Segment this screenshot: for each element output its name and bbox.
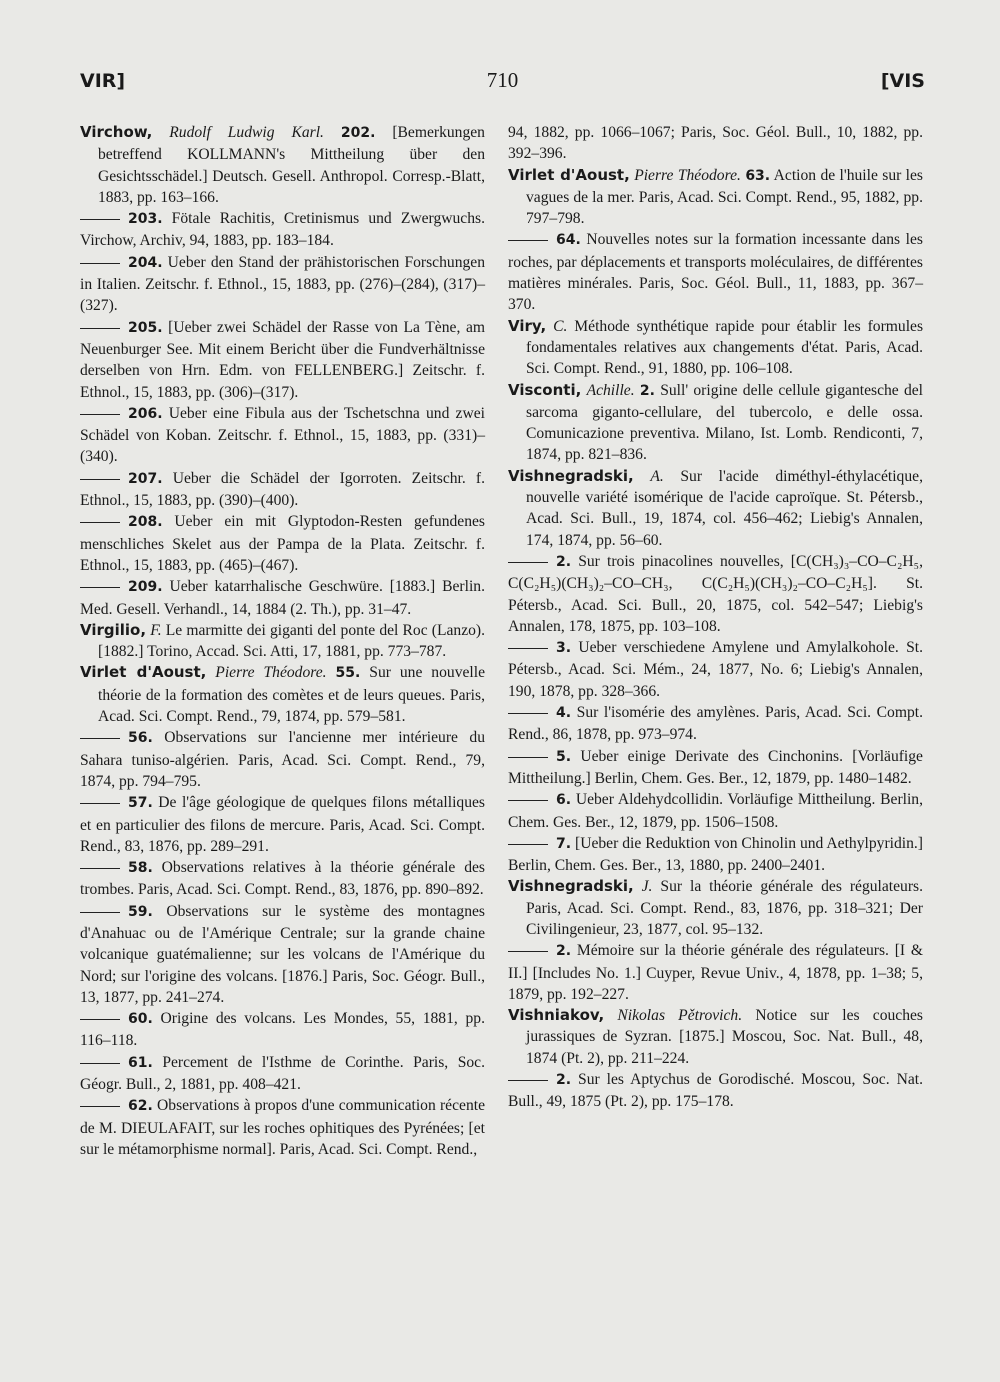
- bibliography-entry: [508, 1069, 923, 1113]
- entry-text: Fötale Rachitis, Cretinismus und Zwergwuchs. Virchow, Archiv, 94, 1883, pp. 183–184.: [80, 210, 485, 250]
- bibliography-entry: [508, 380, 923, 466]
- entry-number: 58.: [128, 860, 153, 877]
- bibliography-entry: [80, 317, 485, 403]
- bibliography-entry: [508, 702, 923, 746]
- bibliography-entry: [80, 727, 485, 792]
- bibliography-entry: [80, 576, 485, 620]
- author-surname: Visconti,: [508, 380, 582, 399]
- entry-number: 60.: [128, 1011, 153, 1028]
- entry-number: 2.: [639, 382, 655, 399]
- bibliography-entry: [80, 857, 485, 901]
- author-surname: Virgilio,: [80, 620, 147, 639]
- entry-text: Sur l'acide diméthyl-éthylacétique, nouvelle variété isomérique de l'acide caproïque. St. Pétersb., Acad. Sci. Bull., 19, 1874, col. 456–462; Liebig's Annalen, 174, 1874, pp. 56–60.: [526, 467, 923, 549]
- entry-number: 202.: [340, 125, 376, 141]
- ditto-rule: [508, 951, 548, 952]
- author-surname: Virlet d'Aoust,: [80, 663, 207, 682]
- bibliography-entry: [508, 122, 923, 165]
- author-given-name: A.: [650, 467, 664, 485]
- author-given-name: F.: [150, 621, 162, 639]
- ditto-rule: [508, 800, 548, 801]
- entry-number: 2.: [556, 943, 572, 960]
- left-column: [80, 122, 485, 1160]
- bibliography-entry: [508, 229, 923, 315]
- entry-text: [Ueber die Reduktion von Chinolin und Aethylpyridin.] Berlin, Chem. Ges. Ber., 13, 1880, pp. 2400–2401.: [508, 834, 923, 875]
- author-given-name: Achille.: [586, 381, 635, 399]
- ditto-rule: [80, 328, 120, 329]
- entry-text: [Ueber zwei Schädel der Rasse von La Tène, am Neuenburger See. Mit einem Bericht über die Fundverhältnisse derselben von Hrn. Edm. von FELLENBERG.] Zeitschr. f. Ethnol., 15, 1883, pp. (306)–(317).: [80, 318, 486, 401]
- author-given-name: C.: [553, 317, 568, 335]
- entry-text: Origine des volcans. Les Mondes, 55, 1881, pp. 116–118.: [80, 1010, 485, 1050]
- ditto-rule: [80, 587, 120, 588]
- bibliography-entry: [80, 1052, 485, 1096]
- bibliography-entry: [80, 1095, 485, 1160]
- entry-number: 56.: [128, 730, 153, 747]
- bibliography-entry: [508, 789, 923, 833]
- entry-text: Sur les Aptychus de Gorodisché. Moscou, Soc. Nat. Bull., 49, 1875 (Pt. 2), pp. 175–178.: [508, 1071, 923, 1111]
- entry-text: Ueber den Stand der prähistorischen Forschungen in Italien. Zeitschr. f. Ethnol., 15, 1883, pp. (276)–(284), (317)–(327).: [80, 253, 486, 315]
- entry-text: De l'âge géologique de quelques filons métalliques et en particulier des filons de mercure. Paris, Acad. Sci. Compt. Rend., 83, 1876, pp. 289–291.: [80, 794, 485, 855]
- header-right-range: [VIS: [880, 70, 925, 92]
- header-left-range: VIR]: [80, 70, 126, 92]
- ditto-rule: [80, 522, 120, 523]
- ditto-rule: [80, 1106, 120, 1107]
- author-surname: Viry,: [508, 316, 547, 335]
- author-given-name: Pierre Théodore.: [215, 664, 327, 682]
- bibliography-entry: [80, 792, 485, 857]
- ditto-rule: [80, 868, 120, 869]
- entry-number: 204.: [128, 254, 163, 271]
- ditto-rule: [508, 757, 548, 758]
- ditto-rule: [80, 479, 120, 480]
- entry-number: 207.: [128, 470, 163, 487]
- entry-number: 7.: [556, 835, 572, 852]
- entry-text: Ueber katarrhalische Geschwüre. [1883.] Berlin. Med. Gesell. Verhandl., 14, 1884 (2. Th.), pp. 31–47.: [80, 578, 485, 618]
- ditto-rule: [508, 648, 548, 649]
- ditto-rule: [80, 1063, 120, 1064]
- entry-number: 59.: [128, 903, 153, 920]
- entry-number: 55.: [335, 665, 361, 682]
- entry-text: Sull' origine delle cellule gigantesche del sarcoma giganto-cellulare, del tubercolo, e delle ossa. Comunicazione preventiva. Milano, Ist. Lomb. Rendiconti, 7, 1874, pp. 821–836.: [526, 381, 924, 464]
- ditto-rule: [80, 263, 120, 264]
- author-surname: Vishniakov,: [508, 1006, 605, 1025]
- entry-number: 203.: [128, 211, 163, 228]
- bibliography-entry: [508, 1005, 923, 1069]
- entry-number: 206.: [128, 405, 163, 422]
- entry-number: 6.: [556, 792, 572, 809]
- right-column: [508, 122, 923, 1113]
- ditto-rule: [508, 844, 548, 845]
- author-given-name: Rudolf Ludwig Karl.: [169, 124, 324, 141]
- entry-number: 64.: [556, 232, 581, 249]
- page-number: 710: [486, 68, 519, 92]
- bibliography-entry: [508, 551, 923, 637]
- author-surname: Vishnegradski,: [508, 466, 634, 485]
- entry-text: Observations relatives à la théorie générale des trombes. Paris, Acad. Sci. Compt. Rend., 83, 1876, pp. 890–892.: [80, 859, 485, 899]
- bibliography-entry: [80, 620, 485, 663]
- entry-number: 205.: [128, 319, 163, 336]
- bibliography-entry: [80, 208, 485, 252]
- author-given-name: Nikolas Pětrovich.: [617, 1007, 743, 1025]
- bibliography-entry: [80, 662, 485, 727]
- entry-text: Sur la théorie générale des régulateurs. Paris, Acad. Sci. Compt. Rend., 83, 1876, pp. 318–321; Der Civilingenieur, 23, 1877, col. 95–132.: [526, 878, 924, 938]
- author-surname: Vishnegradski,: [508, 877, 634, 896]
- entry-text: Percement de l'Isthme de Corinthe. Paris, Soc. Géogr. Bull., 2, 1881, pp. 408–421.: [80, 1053, 485, 1094]
- ditto-rule: [80, 1019, 120, 1020]
- entry-text: Sur une nouvelle théorie de la formation des comètes et de leurs queues. Paris, Acad. Sci. Compt. Rend., 79, 1874, pp. 579–581.: [98, 664, 486, 726]
- entry-text: Ueber ein mit Glyptodon-Resten gefundenes menschliches Skelet aus der Pampa de la Plata. Zeitschr. f. Ethnol., 15, 1883, pp. (465)–(467).: [80, 513, 485, 574]
- bibliography-entry: [80, 468, 485, 512]
- entry-number: 4.: [556, 705, 572, 722]
- entry-text: Ueber verschiedene Amylene und Amylalkohole. St. Pétersb., Acad. Sci. Mém., 24, 1877, No. 6; Liebig's Annalen, 190, 1878, pp. 328–366.: [508, 639, 923, 700]
- entry-text: Observations sur l'ancienne mer intérieure du Sahara tuniso-algérien. Paris, Acad. Sci. Compt. Rend., 79, 1874, pp. 794–795.: [80, 729, 485, 790]
- entry-number: 5.: [556, 748, 572, 765]
- ditto-rule: [508, 240, 548, 241]
- entry-text: Observations à propos d'une communication récente de M. DIEULAFAIT, sur les roches ophitiques des Pyrénées; [et sur le métamorphisme normal]. Paris, Acad. Sci. Compt. Rend.,: [80, 1097, 485, 1158]
- entry-number: 61.: [128, 1054, 153, 1071]
- entry-number: 208.: [128, 514, 163, 531]
- bibliography-entry: [508, 637, 923, 702]
- bibliography-entry: [508, 466, 923, 551]
- entry-text: Sur trois pinacolines nouvelles, [C(CH₃)₃–CO–C₂H₅, C(C₂H₅)(CH₃)₂–CO–CH₃, C(C₂H₅)(CH₃)₂–CO–C₂H₅]. St. Pétersb., Acad. Sci. Bull., 20, 1875, col. 542–547; Liebig's Annalen, 178, 1875, pp. 103–108.: [508, 552, 923, 635]
- bibliography-entry: [508, 165, 923, 230]
- bibliography-entry: [508, 940, 923, 1005]
- bibliography-entry: [80, 901, 485, 1008]
- entry-number: 2.: [556, 1072, 572, 1089]
- entry-text: Observations sur le système des montagnes d'Anahuac ou de l'Amérique Centrale; sur la grande chaine volcanique guatémalienne; sur les volcans de l'Amérique du Nord; sur l'origine des volcans. [1876.] Paris, Soc. Géogr. Bull., 13, 1877, pp. 241–274.: [80, 902, 485, 1006]
- bibliography-entry: [80, 252, 485, 317]
- author-given-name: Pierre Théodore.: [634, 166, 741, 184]
- entry-text: Action de l'huile sur les vagues de la mer. Paris, Acad. Sci. Compt. Rend., 95, 1882, pp. 797–798.: [526, 166, 924, 228]
- ditto-rule: [80, 414, 120, 415]
- author-surname: Virchow,: [80, 123, 153, 141]
- ditto-rule: [80, 738, 120, 739]
- bibliography-entry: [508, 746, 923, 790]
- entry-text: Nouvelles notes sur la formation incessante dans les roches, par déplacements et transports moléculaires, de différentes matières minérales. Paris, Soc. Géol. Bull., 11, 1883, pp. 367–370.: [508, 231, 923, 314]
- entry-text: Ueber Aldehydcollidin. Vorläufige Mittheilung. Berlin, Chem. Ges. Ber., 12, 1879, pp. 1506–1508.: [508, 791, 923, 831]
- ditto-rule: [508, 1080, 548, 1081]
- bibliography-entry: [80, 511, 485, 576]
- entry-text: [Bemerkungen betreffend KOLLMANN's Mittheilung über den Gesichtsschädel.] Deutsch. Gesell. Anthropol. Corresp.-Blatt, 1883, pp. 163–166.: [98, 124, 485, 206]
- ditto-rule: [80, 803, 120, 804]
- entry-text: Méthode synthétique rapide pour établir les formules fondamentales relatives aux changements d'état. Paris, Acad. Sci. Compt. Rend., 91, 1880, pp. 106–108.: [526, 317, 924, 378]
- bibliography-entry: [508, 316, 923, 380]
- entry-number: 3.: [556, 640, 572, 657]
- bibliography-entry: [508, 833, 923, 877]
- ditto-rule: [80, 219, 120, 220]
- ditto-rule: [80, 912, 120, 913]
- ditto-rule: [508, 562, 548, 563]
- entry-number: 209.: [128, 579, 163, 596]
- author-given-name: J.: [641, 878, 653, 896]
- bibliography-entry: [80, 1008, 485, 1052]
- entry-number: 63.: [745, 167, 771, 184]
- entry-text: Notice sur les couches jurassiques de Syzran. [1875.] Moscou, Soc. Nat. Bull., 48, 1874 (Pt. 2), pp. 211–224.: [526, 1007, 924, 1067]
- page-header: [80, 70, 925, 104]
- entry-number: 2.: [556, 553, 572, 570]
- bibliography-entry: [80, 403, 485, 468]
- entry-text: Le marmitte dei giganti del ponte del Roc (Lanzo). [1882.] Torino, Accad. Sci. Atti, 17, 1881, pp. 773–787.: [98, 621, 485, 661]
- author-surname: Virlet d'Aoust,: [508, 165, 630, 184]
- entry-number: 62.: [128, 1098, 153, 1115]
- entry-text: Ueber eine Fibula aus der Tschetschna und zwei Schädel von Koban. Zeitschr. f. Ethnol., 15, 1883, pp. (331)–(340).: [80, 404, 485, 466]
- entry-number: 57.: [128, 795, 153, 812]
- bibliography-entry: [508, 876, 923, 940]
- bibliography-entry: [80, 122, 485, 208]
- entry-text: Mémoire sur la théorie générale des régulateurs. [I & II.] [Includes No. 1.] Cuyper, Revue Univ., 4, 1878, pp. 1–38; 5, 1879, pp. 192–227.: [508, 942, 923, 1003]
- ditto-rule: [508, 713, 548, 714]
- entry-text: Ueber die Schädel der Igorroten. Zeitschr. f. Ethnol., 15, 1883, pp. (390)–(400).: [80, 469, 485, 510]
- entry-text: Sur l'isomérie des amylènes. Paris, Acad. Sci. Compt. Rend., 86, 1878, pp. 973–974.: [508, 704, 923, 744]
- entry-text: Ueber einige Derivate des Cinchonins. [Vorläufige Mittheilung.] Berlin, Chem. Ges. Ber., 12, 1879, pp. 1480–1482.: [508, 747, 923, 787]
- entry-text: 94, 1882, pp. 1066–1067; Paris, Soc. Géol. Bull., 10, 1882, pp. 392–396.: [508, 124, 923, 163]
